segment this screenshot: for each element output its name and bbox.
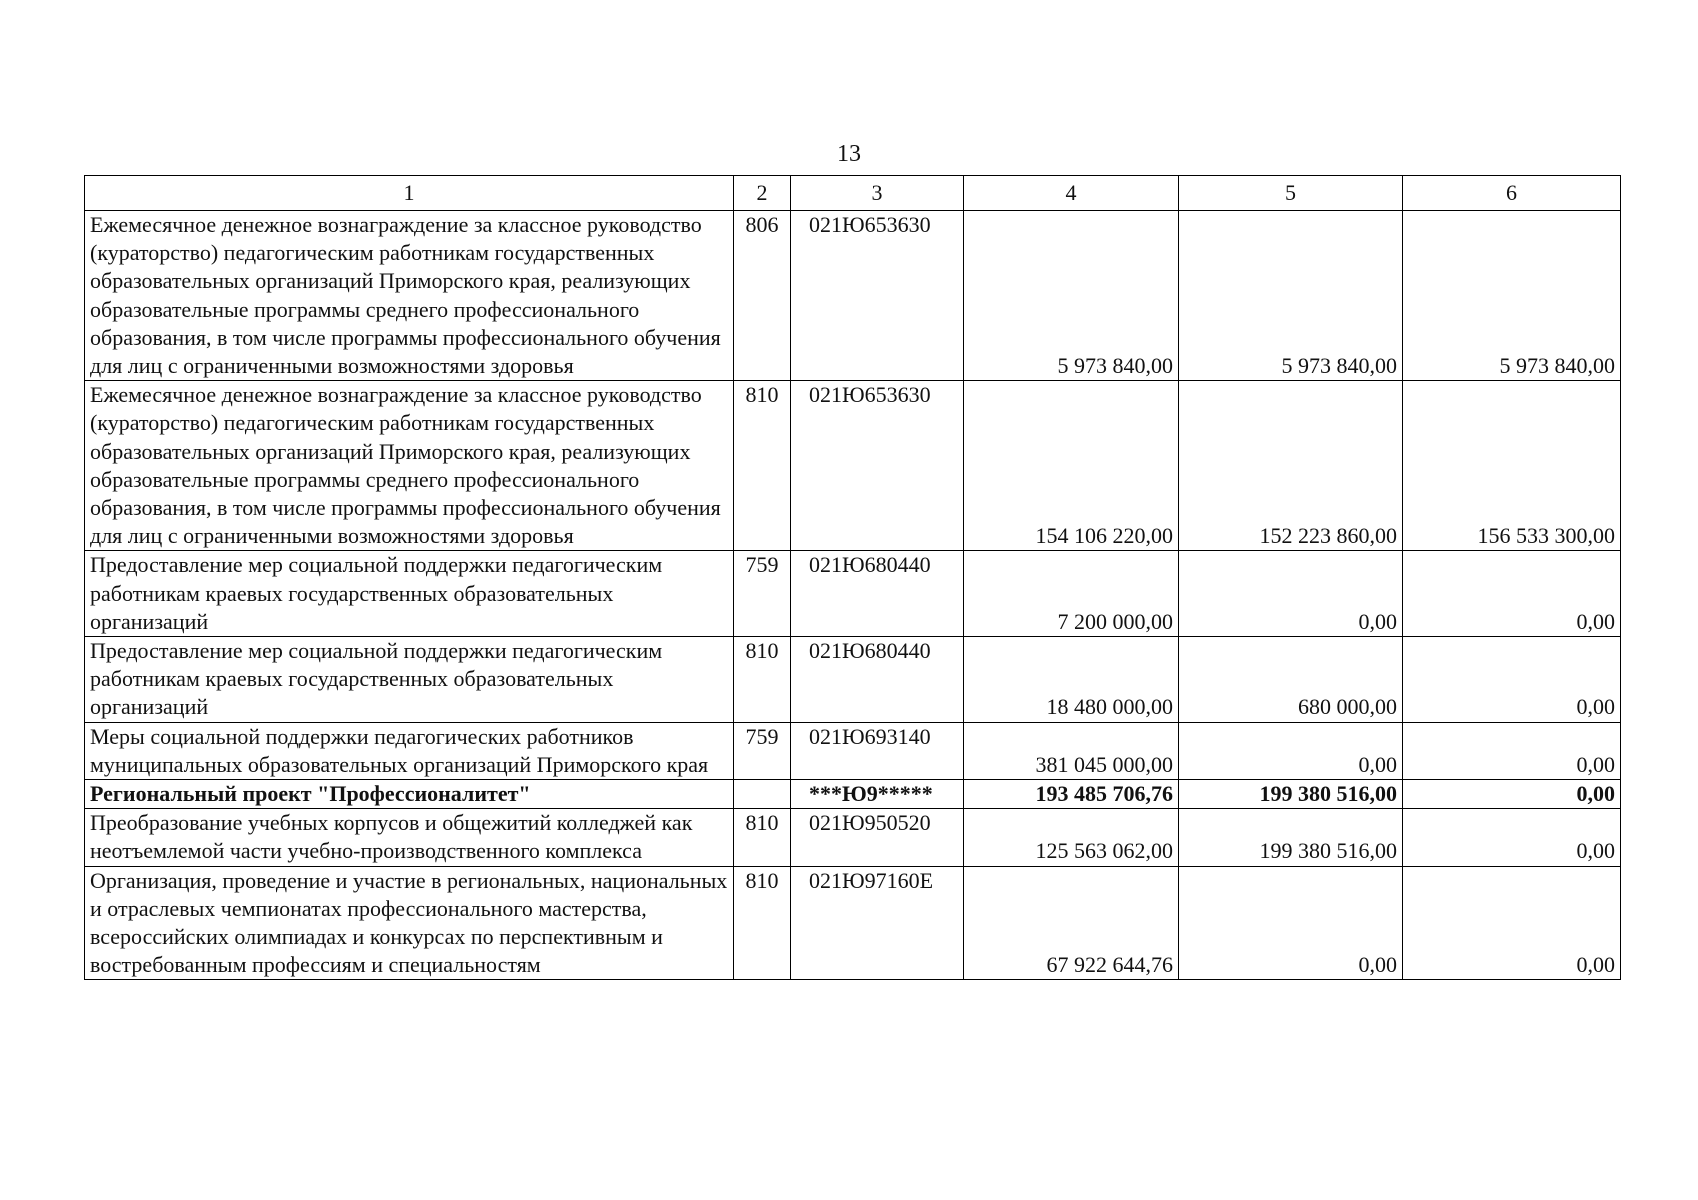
row-target-article-cell: 021Ю680440: [791, 637, 964, 723]
row-amount-year2: 5 973 840,00: [1179, 211, 1403, 381]
table-header-row: [85, 176, 1621, 211]
row-amount-year3: 5 973 840,00: [1403, 211, 1621, 381]
row-amount-year3: 0,00: [1403, 809, 1621, 866]
column-header: 6: [1403, 176, 1621, 211]
row-amount-year1: 381 045 000,00: [964, 722, 1179, 779]
row-target-article-cell: 021Ю653630: [791, 211, 964, 381]
page-number: 13: [837, 141, 861, 167]
row-amount-year1: 193 485 706,76: [964, 780, 1179, 809]
row-amount-year3: 0,00: [1403, 722, 1621, 779]
row-name-cell: Преобразование учебных корпусов и общежитий колледжей как неотъемлемой части учебно-производственного комплекса: [85, 809, 734, 866]
column-header: 3: [791, 176, 964, 211]
row-amount-year3: 0,00: [1403, 637, 1621, 723]
column-header: 4: [964, 176, 1179, 211]
row-target-article-cell: 021Ю950520: [791, 809, 964, 866]
row-name-cell: Меры социальной поддержки педагогических работников муниципальных образовательных организаций Приморского края: [85, 722, 734, 779]
row-amount-year3: 0,00: [1403, 551, 1621, 637]
row-amount-year3: 0,00: [1403, 780, 1621, 809]
row-amount-year1: 154 106 220,00: [964, 381, 1179, 551]
row-target-article-cell: ***Ю9*****: [791, 780, 964, 809]
table-row: [85, 809, 1621, 866]
row-target-article-cell: 021Ю653630: [791, 381, 964, 551]
row-code-cell: 810: [734, 809, 791, 866]
row-target-article-cell: 021Ю693140: [791, 722, 964, 779]
section-title-cell: Региональный проект "Профессионалитет": [85, 780, 734, 809]
row-amount-year1: 7 200 000,00: [964, 551, 1179, 637]
table-row: [85, 211, 1621, 381]
row-amount-year2: 0,00: [1179, 551, 1403, 637]
row-amount-year3: 0,00: [1403, 866, 1621, 980]
column-header: 2: [734, 176, 791, 211]
table-row: [85, 551, 1621, 637]
row-code-cell: 810: [734, 381, 791, 551]
row-amount-year1: 5 973 840,00: [964, 211, 1179, 381]
row-code-cell: 759: [734, 551, 791, 637]
table-row: [85, 866, 1621, 980]
row-name-cell: Организация, проведение и участие в региональных, национальных и отраслевых чемпионатах профессионального мастерства, всероссийских олимпиадах и конкурсах по перспективным и востребованным профессиям и специальностям: [85, 866, 734, 980]
table-row: [85, 381, 1621, 551]
row-target-article-cell: 021Ю97160Е: [791, 866, 964, 980]
row-amount-year2: 0,00: [1179, 722, 1403, 779]
row-target-article-cell: 021Ю680440: [791, 551, 964, 637]
row-code-cell: 810: [734, 866, 791, 980]
column-header: 1: [85, 176, 734, 211]
column-header: 5: [1179, 176, 1403, 211]
row-amount-year1: 18 480 000,00: [964, 637, 1179, 723]
budget-table: [84, 175, 1621, 980]
row-code-cell: 810: [734, 637, 791, 723]
row-code-cell: 759: [734, 722, 791, 779]
row-amount-year2: 152 223 860,00: [1179, 381, 1403, 551]
row-code-cell: 806: [734, 211, 791, 381]
row-amount-year2: 199 380 516,00: [1179, 780, 1403, 809]
table-row: [85, 637, 1621, 723]
row-code-cell: [734, 780, 791, 809]
row-amount-year1: 67 922 644,76: [964, 866, 1179, 980]
row-amount-year3: 156 533 300,00: [1403, 381, 1621, 551]
table-row-section-total: [85, 780, 1621, 809]
row-amount-year2: 199 380 516,00: [1179, 809, 1403, 866]
row-name-cell: Ежемесячное денежное вознаграждение за классное руководство (кураторство) педагогическим работникам государственных образовательных организаций Приморского края, реализующих образовательные программы среднего профессионального образования, в том числе программы профессионального обучения для лиц с ограниченными возможностями здоровья: [85, 211, 734, 381]
row-name-cell: Предоставление мер социальной поддержки педагогическим работникам краевых государственных образовательных организаций: [85, 637, 734, 723]
row-amount-year2: 680 000,00: [1179, 637, 1403, 723]
row-name-cell: Ежемесячное денежное вознаграждение за классное руководство (кураторство) педагогическим работникам государственных образовательных организаций Приморского края, реализующих образовательные программы среднего профессионального образования, в том числе программы профессионального обучения для лиц с ограниченными возможностями здоровья: [85, 381, 734, 551]
row-amount-year2: 0,00: [1179, 866, 1403, 980]
table-row: [85, 722, 1621, 779]
row-name-cell: Предоставление мер социальной поддержки педагогическим работникам краевых государственных образовательных организаций: [85, 551, 734, 637]
row-amount-year1: 125 563 062,00: [964, 809, 1179, 866]
